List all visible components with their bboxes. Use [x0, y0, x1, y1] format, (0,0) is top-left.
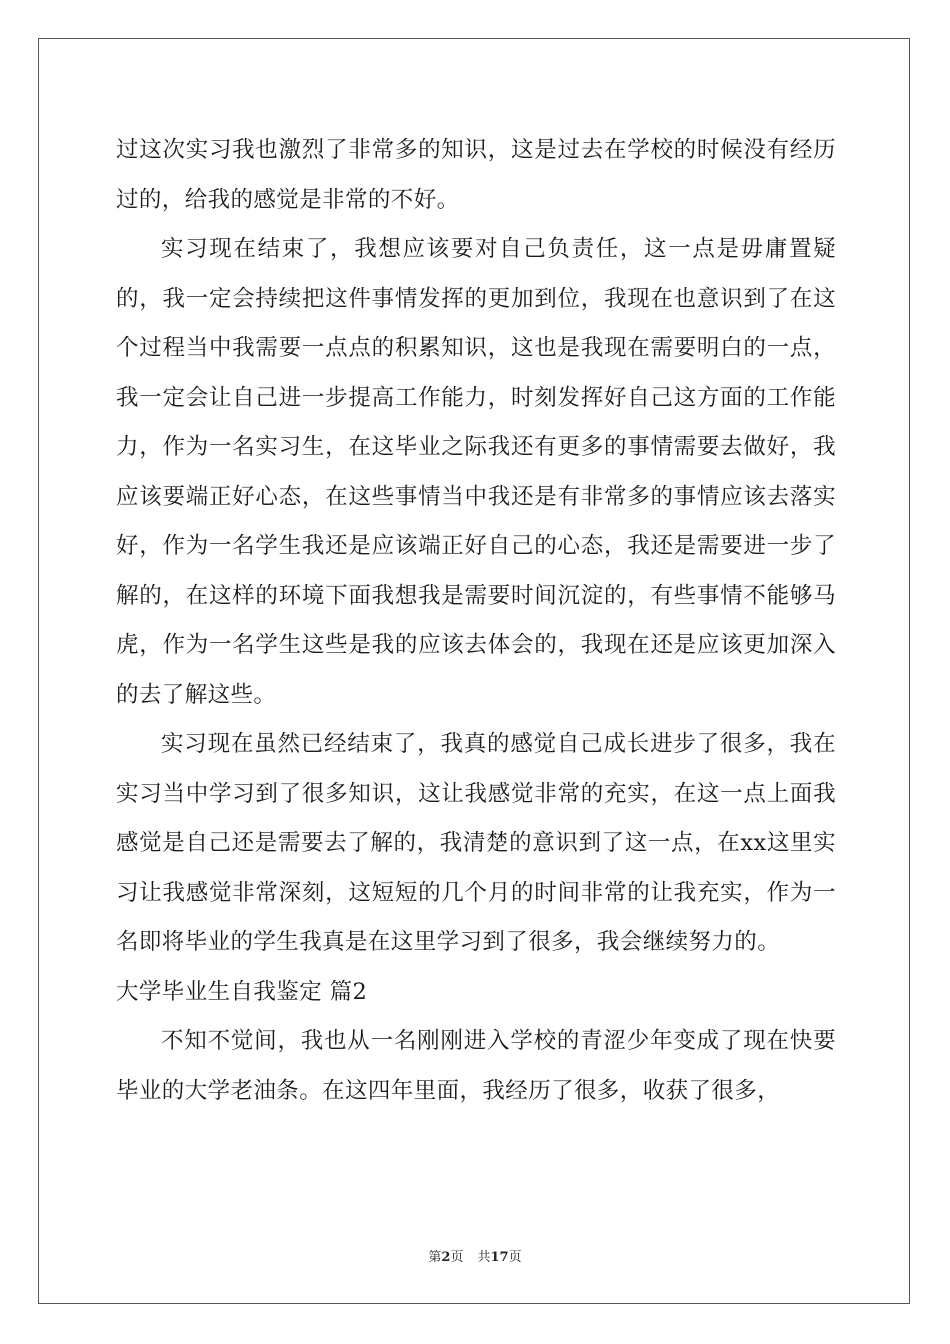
paragraph-1: 过这次实习我也激烈了非常多的知识，这是过去在学校的时候没有经历过的，给我的感觉是非常的不好。 [116, 137, 836, 213]
page-suffix: 页 [450, 1250, 464, 1265]
page-footer [0, 1246, 950, 1265]
page-total-number: 17 [490, 1250, 509, 1265]
paragraph-4: 不知不觉间，我也从一名刚刚进入学校的青涩少年变成了现在快要毕业的大学老油条。在这四年里面，我经历了很多，收获了很多， [116, 1028, 836, 1104]
paragraph-2: 实习现在结束了，我想应该要对自己负责任，这一点是毋庸置疑的，我一定会持续把这件事情发挥的更加到位，我现在也意识到了在这个过程当中我需要一点点的积累知识，这也是我现在需要明白的一点，我一定会让自己进一步提高工作能力，时刻发挥好自己这方面的工作能力，作为一名实习生，在这毕业之际我还有更多的事情需要去做好，我应该要端正好心态，在这些事情当中我还是有非常多的事情应该去落实好，作为一名学生我还是应该端正好自己的心态，我还是需要进一步了解的，在这样的环境下面我想我是需要时间沉淀的，有些事情不能够马虎，作为一名学生这些是我的应该去体会的，我现在还是应该更加深入的去了解这些。 [116, 236, 836, 708]
total-prefix: 共 [477, 1250, 491, 1265]
total-suffix: 页 [508, 1250, 522, 1265]
section-heading: 大学毕业生自我鉴定 篇2 [116, 978, 368, 1005]
page-current-number: 2 [441, 1250, 451, 1265]
paragraph-3: 实习现在虽然已经结束了，我真的感觉自己成长进步了很多，我在实习当中学习到了很多知识，这让我感觉非常的充实，在这一点上面我感觉是自己还是需要去了解的，我清楚的意识到了这一点，在xx这里实习让我感觉非常深刻，这短短的几个月的时间非常的让我充实，作为一名即将毕业的学生我真是在这里学习到了很多，我会继续努力的。 [116, 731, 836, 955]
page-prefix: 第 [428, 1250, 442, 1265]
document-body [116, 126, 836, 1116]
